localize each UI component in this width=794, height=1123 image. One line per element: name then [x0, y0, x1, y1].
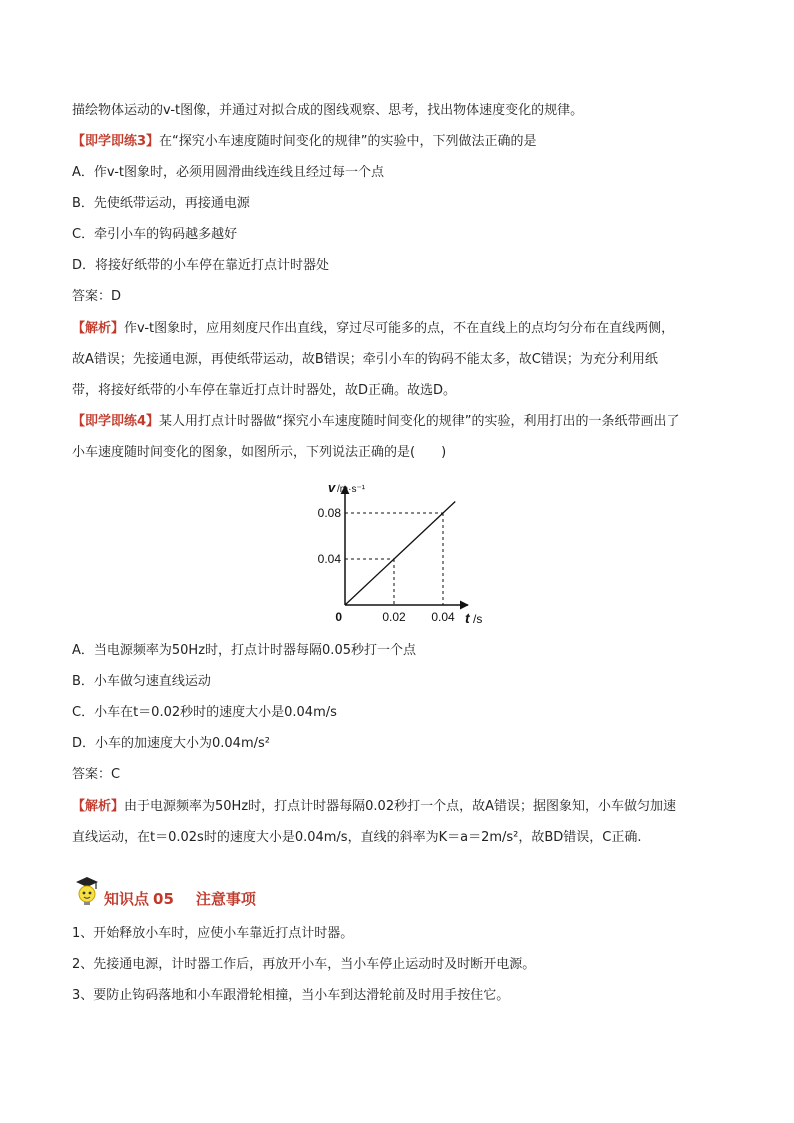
q4-option-d: D．小车的加速度大小为0.04m/s²	[72, 736, 270, 751]
q3-analysis-1: 作v-t图象时，应用刻度尺作出直线，穿过尽可能多的点，不在直线上的点均匀分布在直线两侧，	[124, 321, 675, 336]
q3-analysis-line-2: 故A错误；先接通电源，再使纸带运动，故B错误；牵引小车的钩码不能太多，故C错误；为充分利用纸	[72, 352, 658, 367]
q3-stem-line	[72, 133, 537, 151]
q4-stem-line-2: 小车速度随时间变化的图象，如图所示，下列说法正确的是( )	[72, 445, 447, 460]
section-name: 注意事项	[195, 890, 256, 908]
q3-tag: 【即学即练3】	[72, 134, 160, 149]
q3-option-c: C．牵引小车的钩码越多越好	[72, 227, 238, 242]
note-2: 2、先接通电源，计时器工作后，再放开小车，当小车停止运动时及时断开电源。	[72, 957, 536, 972]
q4-analysis-line-2: 直线运动，在t＝0.02s时的速度大小是0.04m/s，直线的斜率为K＝a＝2m/s²，故BD错误，C正确.	[72, 830, 642, 845]
intro-text: 描绘物体运动的v-t图像，并通过对拟合成的图线观察、思考，找出物体速度变化的规律。	[72, 103, 584, 118]
q3-option-a: A．作v-t图象时，必须用圆滑曲线连线且经过每一个点	[72, 165, 385, 180]
section-label: 知识点	[104, 890, 150, 908]
q4-analysis-line-1	[72, 798, 676, 816]
q4-analysis-tag: 【解析】	[72, 799, 125, 814]
section-title	[104, 888, 256, 909]
q3-answer: 答案：D	[72, 289, 122, 304]
q4-tag: 【即学即练4】	[72, 414, 160, 429]
q4-analysis-1: 由于电源频率为50Hz时，打点计时器每隔0.02秒打一个点，故A错误；据图象知，小车做匀加速	[124, 799, 676, 814]
section-number: 05	[153, 890, 174, 908]
q4-stem-1: 某人用打点计时器做“探究小车速度随时间变化的规律”的实验，利用打出的一条纸带画出了	[159, 414, 680, 429]
q4-option-b: B．小车做匀速直线运动	[72, 674, 211, 689]
velocity-line	[345, 502, 455, 606]
velocity-time-chart	[318, 478, 578, 638]
note-3: 3、要防止钩码落地和小车跟滑轮相撞，当小车到达滑轮前及时用手按住它。	[72, 988, 510, 1003]
q3-option-b: B．先使纸带运动，再接通电源	[72, 196, 250, 211]
note-1: 1、开始释放小车时，应使小车靠近打点计时器。	[72, 926, 354, 941]
y-tick-label-1: 0.04	[318, 552, 341, 566]
x-axis-symbol: t	[465, 610, 470, 626]
q3-option-d: D．将接好纸带的小车停在靠近打点计时器处	[72, 258, 330, 273]
origin-label: 0	[335, 610, 342, 624]
x-axis-unit: /s	[473, 612, 483, 626]
q3-analysis-line-3: 带，将接好纸带的小车停在靠近打点计时器处，故D正确。故选D。	[72, 383, 457, 398]
q4-answer: 答案：C	[72, 767, 121, 782]
y-tick-label-2: 0.08	[318, 506, 341, 520]
x-tick-label-1: 0.02	[382, 610, 406, 624]
q4-stem-line-1	[72, 413, 680, 431]
y-axis-unit: /m·s⁻¹	[337, 484, 366, 495]
q3-stem: 在“探究小车速度随时间变化的规律”的实验中，下列做法正确的是	[159, 134, 537, 149]
x-tick-label-2: 0.04	[431, 610, 455, 624]
scholar-bulb-icon	[72, 876, 102, 906]
q3-analysis-tag: 【解析】	[72, 321, 125, 336]
q4-option-c: C．小车在t＝0.02秒时的速度大小是0.04m/s	[72, 705, 337, 720]
q4-option-a: A．当电源频率为50Hz时，打点计时器每隔0.05秒打一个点	[72, 643, 416, 658]
q3-analysis-line-1	[72, 320, 674, 338]
y-axis-symbol: v	[328, 480, 336, 495]
